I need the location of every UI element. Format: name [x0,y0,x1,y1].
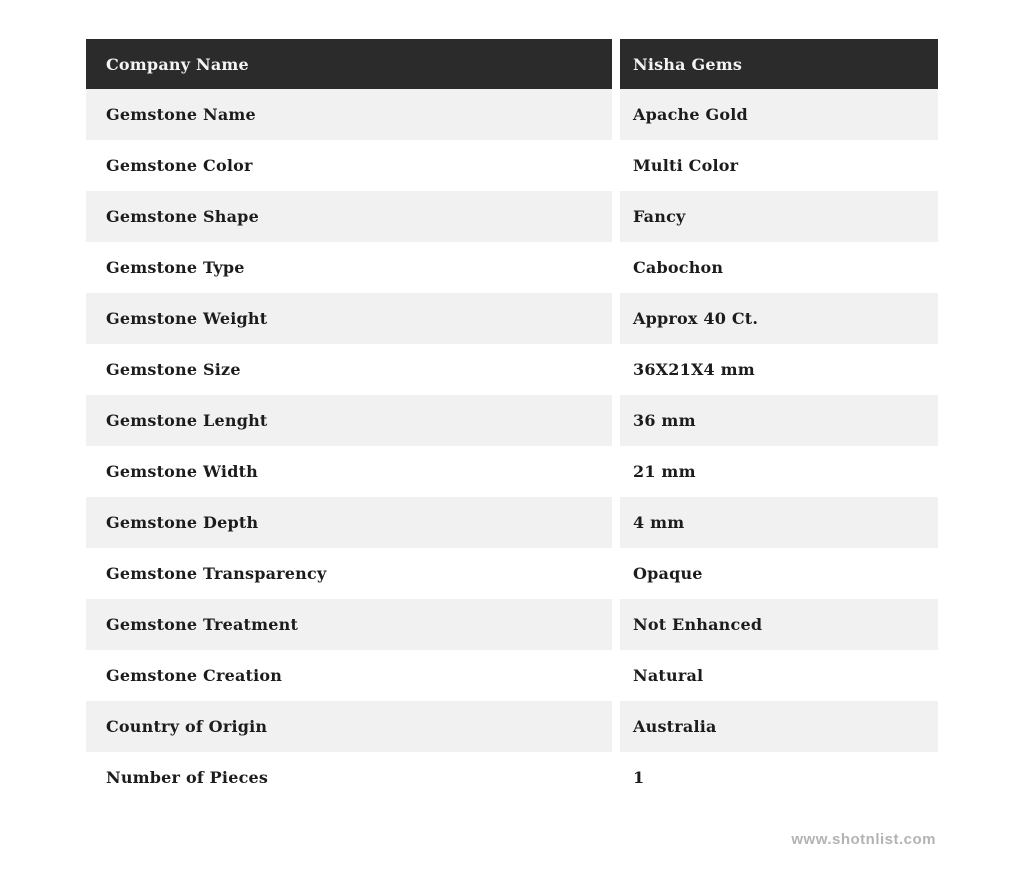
spec-value: Fancy [620,191,938,242]
spec-label: Gemstone Shape [86,191,612,242]
table-row [86,752,938,803]
table-row [86,497,938,548]
spec-value: Approx 40 Ct. [620,293,938,344]
table-row [86,344,938,395]
table-row [86,89,938,140]
table-row [86,395,938,446]
table-row [86,599,938,650]
spec-label: Gemstone Creation [86,650,612,701]
watermark-text: www.shotnlist.com [791,831,936,848]
spec-label: Gemstone Lenght [86,395,612,446]
spec-value: Apache Gold [620,89,938,140]
spec-value: 36 mm [620,395,938,446]
header-value-cell: Nisha Gems [620,39,938,89]
table-row [86,191,938,242]
spec-label: Gemstone Transparency [86,548,612,599]
table-row [86,701,938,752]
spec-value: Multi Color [620,140,938,191]
spec-value: 4 mm [620,497,938,548]
header-label-cell: Company Name [86,39,612,89]
spec-label: Country of Origin [86,701,612,752]
spec-value: Cabochon [620,242,938,293]
spec-label: Gemstone Treatment [86,599,612,650]
spec-label: Gemstone Name [86,89,612,140]
table-header-row [86,39,938,89]
table-row [86,548,938,599]
spec-value: 36X21X4 mm [620,344,938,395]
table-row [86,650,938,701]
spec-label: Number of Pieces [86,752,612,803]
spec-label: Gemstone Width [86,446,612,497]
spec-value: Australia [620,701,938,752]
spec-value: Opaque [620,548,938,599]
spec-value: Not Enhanced [620,599,938,650]
spec-value: 21 mm [620,446,938,497]
spec-label: Gemstone Type [86,242,612,293]
spec-label: Gemstone Depth [86,497,612,548]
table-body [86,89,938,803]
spec-label: Gemstone Weight [86,293,612,344]
spec-value: Natural [620,650,938,701]
table-row [86,446,938,497]
table-row [86,140,938,191]
gemstone-spec-table [86,39,938,803]
spec-value: 1 [620,752,938,803]
spec-label: Gemstone Color [86,140,612,191]
spec-label: Gemstone Size [86,344,612,395]
table-row [86,293,938,344]
table-row [86,242,938,293]
